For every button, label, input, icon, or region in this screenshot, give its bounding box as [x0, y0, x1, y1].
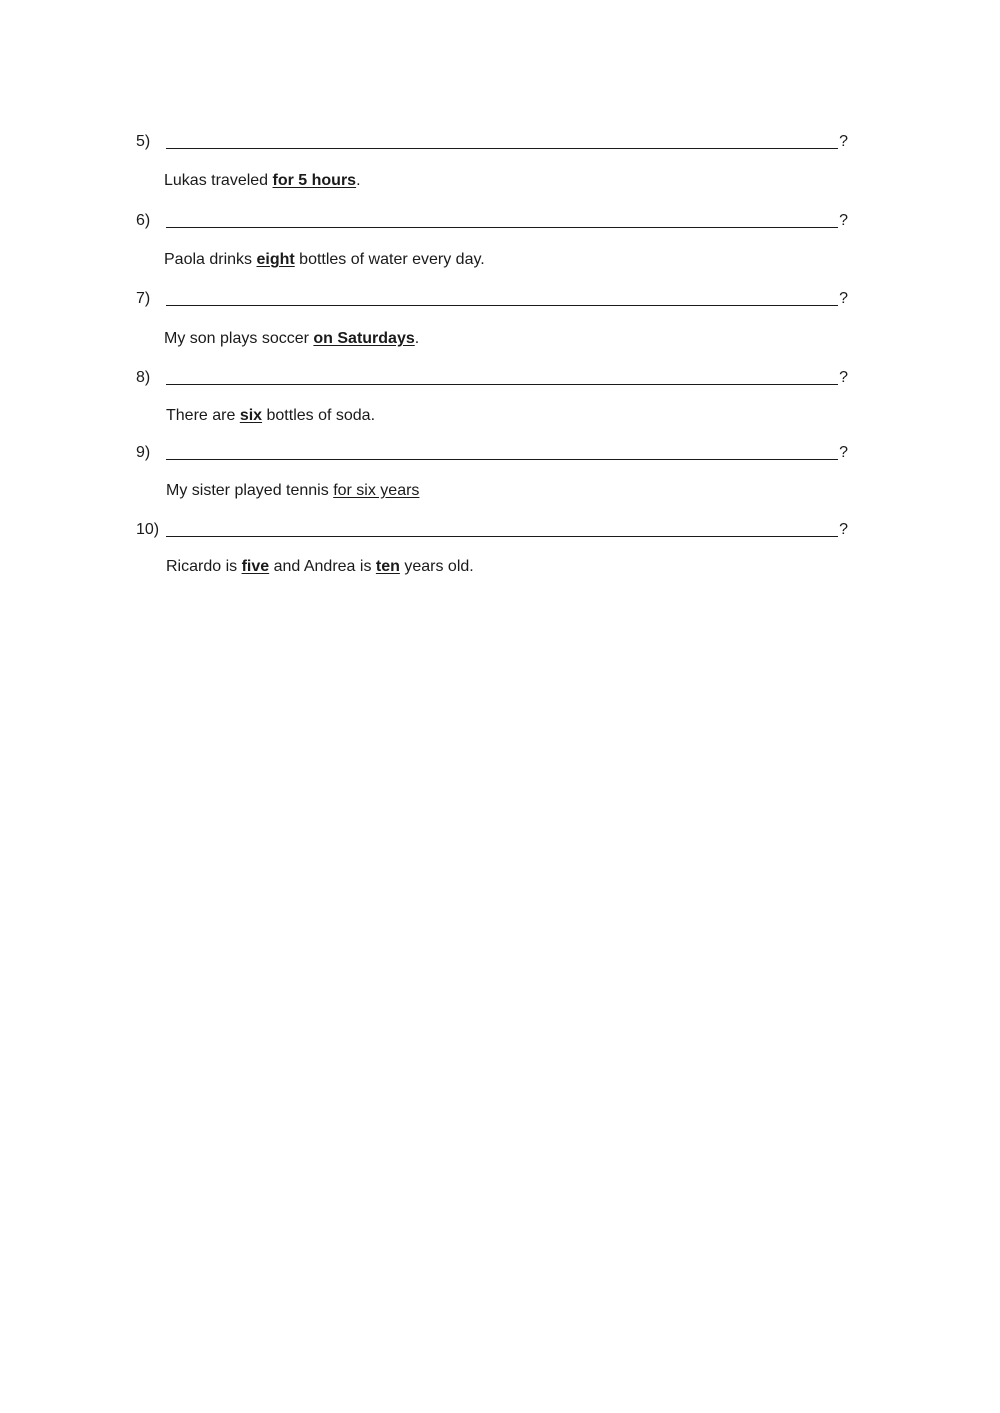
question-number: 8) [136, 369, 151, 386]
sentence-text: . [356, 172, 361, 189]
answer-sentence-6 [164, 249, 485, 271]
sentence-text: bottles of water every day. [294, 251, 485, 268]
question-line-6 [136, 210, 848, 232]
question-mark: ? [839, 444, 848, 461]
question-line-10 [136, 519, 848, 541]
question-mark: ? [839, 521, 848, 538]
sentence-text: Lukas traveled [164, 172, 273, 189]
sentence-text: . [414, 330, 420, 347]
question-mark: ? [839, 290, 848, 307]
question-mark: ? [839, 212, 848, 229]
question-number: 5) [136, 133, 151, 150]
answer-sentence-10 [166, 556, 474, 578]
sentence-text: bottles of soda. [262, 407, 376, 424]
answer-sentence-9 [166, 480, 419, 502]
underlined-phrase: for six years [333, 482, 420, 499]
sentence-text: Paola drinks [164, 251, 257, 268]
answer-blank[interactable] [166, 305, 838, 306]
underlined-phrase: ten [375, 558, 400, 575]
sentence-text: My sister played tennis [166, 482, 334, 499]
underlined-phrase: six [239, 407, 263, 424]
underlined-phrase: on Saturdays [313, 330, 415, 347]
answer-sentence-7 [164, 328, 419, 350]
sentence-text: and Andrea is [269, 558, 376, 575]
answer-blank[interactable] [166, 384, 838, 385]
question-line-7 [136, 288, 848, 310]
sentence-text: There are [166, 407, 240, 424]
question-mark: ? [839, 369, 848, 386]
sentence-text: My son plays soccer [164, 330, 314, 347]
underlined-phrase: five [241, 558, 270, 575]
underlined-phrase: for 5 hours [272, 172, 357, 189]
question-number: 7) [136, 290, 151, 307]
question-number: 6) [136, 212, 151, 229]
question-number: 9) [136, 444, 151, 461]
answer-blank[interactable] [166, 227, 838, 228]
question-mark: ? [839, 133, 848, 150]
answer-blank[interactable] [166, 459, 838, 460]
question-line-5 [136, 131, 848, 153]
question-line-9 [136, 442, 848, 464]
underlined-phrase: eight [256, 251, 295, 268]
answer-blank[interactable] [166, 536, 838, 537]
answer-sentence-5 [164, 170, 361, 192]
answer-blank[interactable] [166, 148, 838, 149]
sentence-text: Ricardo is [166, 558, 242, 575]
question-line-8 [136, 367, 848, 389]
answer-sentence-8 [166, 405, 375, 427]
sentence-text: years old. [399, 558, 474, 575]
question-number: 10) [136, 521, 160, 538]
